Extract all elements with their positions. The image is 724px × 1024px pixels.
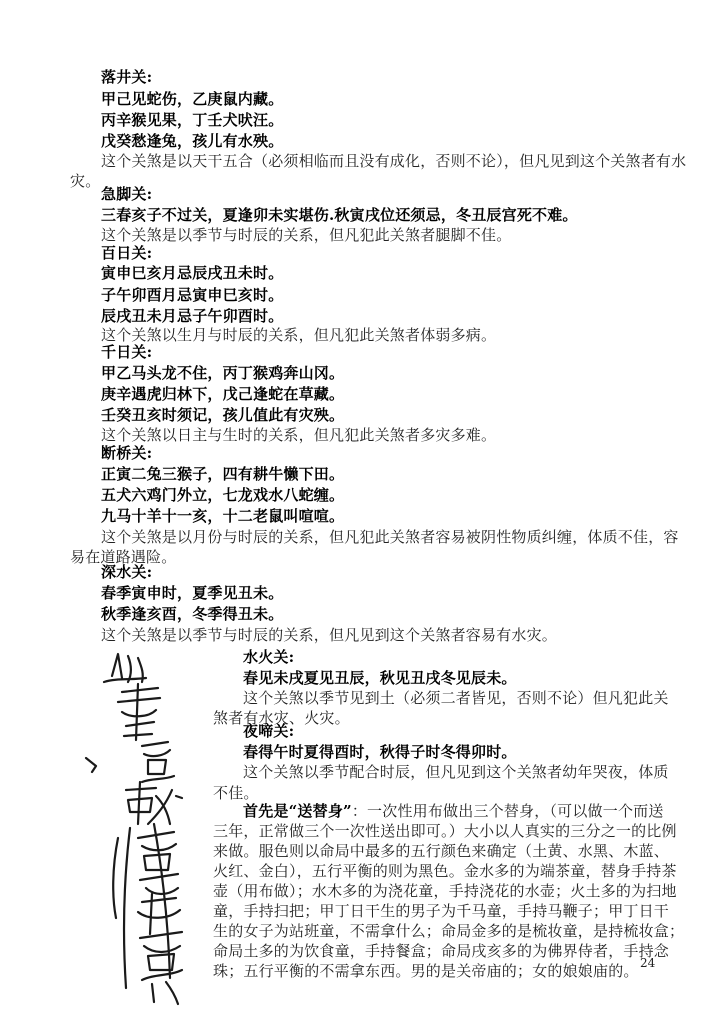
- final-para-line: 生的女子为站班童，不需拿什么；命局金多的是梳妆童，是持梳妆盒；: [213, 922, 685, 940]
- final-para-line: 壶（用布做）；水木多的为浇花童，手持浇花的水壶；火土多的为扫地: [213, 882, 677, 900]
- verse-line: 正寅二兔三猴子，四有耕牛懒下田。: [101, 465, 345, 483]
- section-heading: 急脚关:: [101, 185, 153, 203]
- final-para-line: [243, 802, 664, 821]
- verse-line: 丙辛猴见果，丁壬犬吠汪。: [101, 111, 284, 129]
- verse-line: 春得午时夏得酉时，秋得子时冬得卯时。: [243, 743, 517, 761]
- note-line: 这个关煞是以天干五合（必须相临而且没有成化，否则不论），但凡见到这个关煞者有水: [101, 152, 687, 170]
- verse-line: 五犬六鸡门外立，七龙戏水八蛇缠。: [101, 486, 345, 504]
- section-heading: 千日关:: [101, 343, 153, 361]
- note-line: 这个关煞以日主与生时的关系，但凡犯此关煞者多灾多难。: [101, 426, 497, 444]
- verse-line: 辰戌丑未月忌子午卯酉时。: [101, 307, 284, 325]
- final-para-line: 来做。服色则以命局中最多的五行颜色来确定（土黄、水黑、木蓝、: [213, 842, 670, 860]
- note-line: 这个关煞以季节配合时辰，但凡见到这个关煞者幼年哭夜，体质: [243, 763, 669, 781]
- note-line: 不佳。: [213, 784, 259, 802]
- final-para-line: 命局土多的为饮食童，手持餐盒；命局戌亥多的为佛界侍者，手持念: [213, 942, 670, 960]
- section-heading: 百日关:: [101, 244, 153, 262]
- note-line: 这个关煞以生月与时辰的关系，但凡犯此关煞者体弱多病。: [101, 326, 497, 344]
- verse-line: 甲己见蛇伤，乙庚鼠内藏。: [101, 90, 284, 108]
- verse-line: 庚辛遇虎归林下，戊己逢蛇在草藏。: [101, 385, 345, 403]
- final-para-line: 三年，正常做三个一次性送出即可。）大小以人真实的三分之一的比例: [213, 822, 677, 840]
- section-heading: 落井关:: [101, 68, 153, 86]
- final-para-line: 火红、金白），五行平衡的则为黑色。金水多的为端茶童，替身手持茶: [213, 862, 677, 880]
- verse-line: 子午卯酉月忌寅申巳亥时。: [101, 286, 284, 304]
- page-number: 24: [640, 956, 656, 970]
- note-line: 易在道路遇险。: [70, 548, 177, 566]
- note-line: 灾。: [70, 172, 101, 190]
- verse-line: 甲乙马头龙不住，丙丁猴鸡奔山冈。: [101, 364, 345, 382]
- note-line: 这个关煞是以月份与时辰的关系，但凡犯此关煞者容易被阴性物质纠缠，体质不佳，容: [101, 528, 679, 546]
- final-para-line: 珠；五行平衡的不需拿东西。男的是关帝庙的；女的娘娘庙的。: [213, 962, 639, 980]
- note-line: 这个关煞是以季节与时辰的关系，但凡见到这个关煞者容易有水灾。: [101, 626, 558, 644]
- talisman-strokes: [86, 654, 182, 1004]
- talisman-drawing: [82, 648, 192, 1008]
- final-para-lead: 首先是“送替身”: [243, 802, 352, 820]
- section-heading: 水火关:: [243, 648, 295, 666]
- final-para-text: ：一次性用布做出三个替身，（可以做一个而送: [351, 802, 664, 820]
- section-heading: 夜啼关:: [243, 722, 295, 740]
- verse-line: 戊癸愁逢兔，孩儿有水殃。: [101, 132, 284, 150]
- verse-line: 寅申巳亥月忌辰戌丑未时。: [101, 264, 284, 282]
- verse-line: 春季寅申时，夏季见丑未。: [101, 584, 284, 602]
- verse-line: 九马十羊十一亥，十二老鼠叫喧喧。: [101, 507, 345, 525]
- verse-line: 春见未戌夏见丑辰，秋见丑戌冬见辰未。: [243, 669, 517, 687]
- verse-line: 壬癸丑亥时须记，孩儿值此有灾殃。: [101, 406, 345, 424]
- note-line: 这个关煞以季节见到土（必须二者皆见，否则不论）但凡犯此关: [243, 689, 669, 707]
- section-heading: 深水关:: [101, 563, 153, 581]
- verse-line: 三春亥子不过关，夏逢卯未实堪伤.秋寅戌位还须忌，冬丑辰宫死不难。: [101, 206, 578, 224]
- section-heading: 断桥关:: [101, 444, 153, 462]
- note-line: 煞者有水灾、火灾。: [213, 709, 350, 727]
- verse-line: 秋季逢亥酉，冬季得丑未。: [101, 605, 284, 623]
- final-para-line: 童，手持扫把；甲丁日干生的男子为千马童，手持马鞭子；甲丁日干: [213, 902, 670, 920]
- note-line: 这个关煞是以季节与时辰的关系，但凡犯此关煞者腿脚不佳。: [101, 226, 512, 244]
